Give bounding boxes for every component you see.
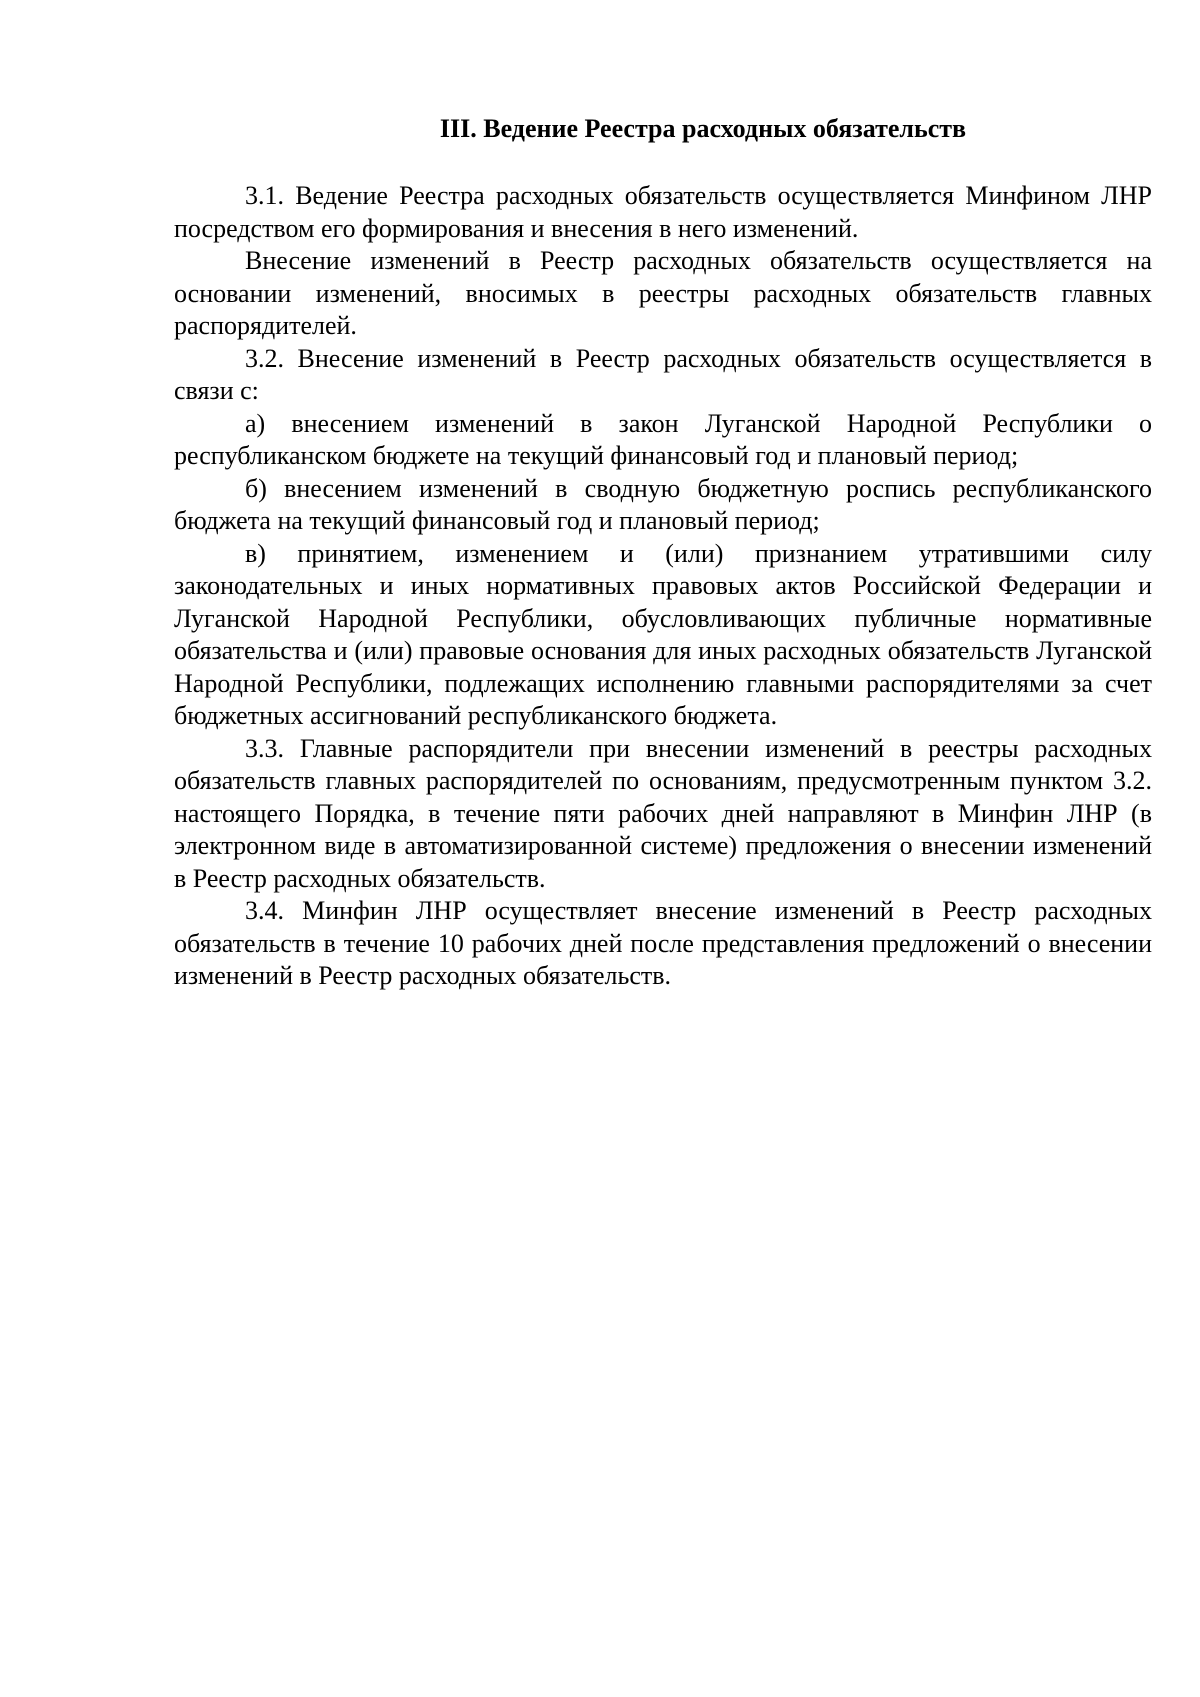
paragraph-3-2-c: в) принятием, изменением и (или) признанием утратившими силу законодательных и иных нормативных правовых актов Российской Федерации и Луганской Народной Республики, обусловливающих публичные нормативные обязательства и (или) правовые основания для иных расходных обязательств Луганской Народной Республики, подлежащих исполнению главными распорядителями за счет бюджетных ассигнований республиканского бюджета. [174, 538, 1152, 730]
paragraph-3-2: 3.2. Внесение изменений в Реестр расходных обязательств осуществляется в связи с: [174, 343, 1152, 405]
paragraph-3-2-a: а) внесением изменений в закон Луганской Народной Республики о республиканском бюджете на текущий финансовый год и плановый период; [174, 408, 1152, 470]
document-body [174, 180, 1152, 993]
paragraph-3-4: 3.4. Минфин ЛНР осуществляет внесение изменений в Реестр расходных обязательств в течение 10 рабочих дней после представления предложений о внесении изменений в Реестр расходных обязательств. [174, 896, 1152, 990]
paragraph-3-2-b: б) внесением изменений в сводную бюджетную роспись республиканского бюджета на текущий финансовый год и плановый период; [174, 473, 1152, 535]
paragraph-3-1-continued: Внесение изменений в Реестр расходных обязательств осуществляется на основании изменений, вносимых в реестры расходных обязательств главных распорядителей. [174, 246, 1152, 340]
paragraph-3-1: 3.1. Ведение Реестра расходных обязательств осуществляется Минфином ЛНР посредством его формирования и внесения в него изменений. [174, 181, 1152, 243]
section-title: III. Ведение Реестра расходных обязательств [439, 114, 967, 143]
paragraph-3-3: 3.3. Главные распорядители при внесении изменений в реестры расходных обязательств главных распорядителей по основаниям, предусмотренным пунктом 3.2. настоящего Порядка, в течение пяти рабочих дней направляют в Минфин ЛНР (в электронном виде в автоматизированной системе) предложения о внесении изменений в Реестр расходных обязательств. [174, 733, 1152, 893]
